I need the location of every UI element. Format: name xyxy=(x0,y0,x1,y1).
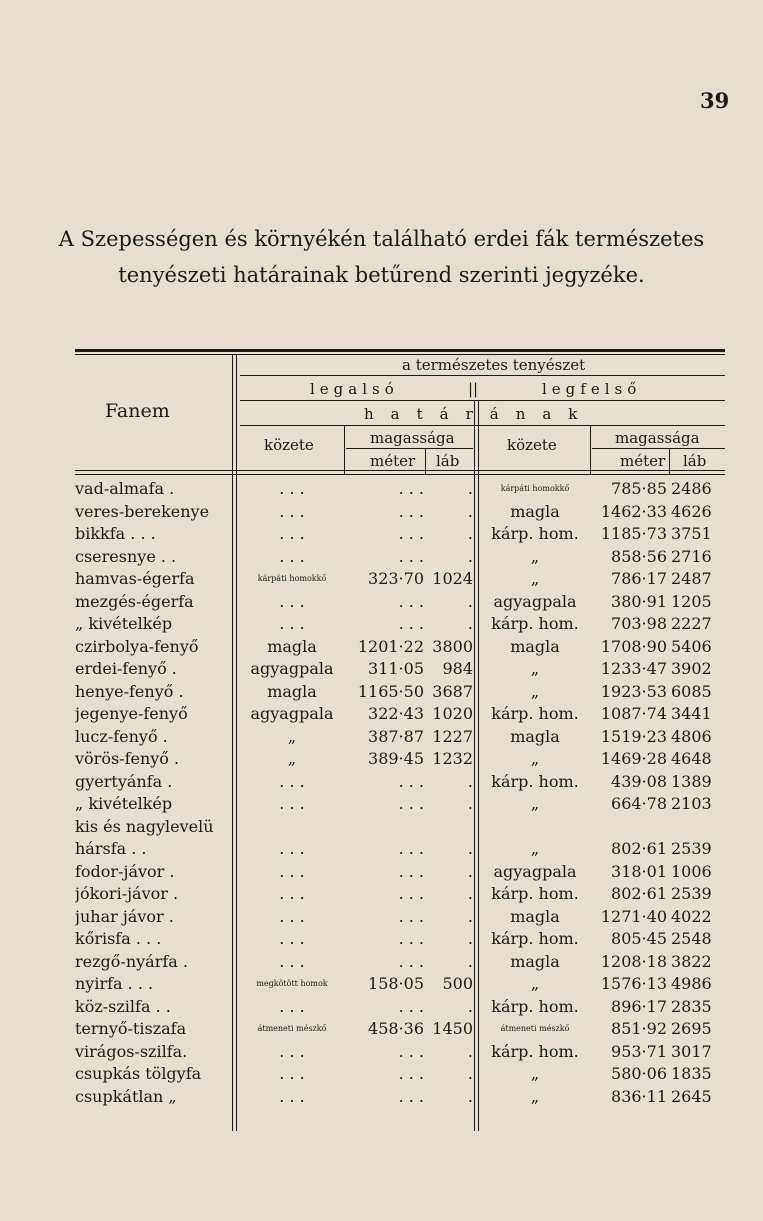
table-row xyxy=(0,1086,763,1109)
cell-m-low: 389·45 xyxy=(368,749,424,768)
cell-soil-low: . . . xyxy=(279,861,305,881)
table-row xyxy=(0,973,763,996)
cell-soil-low: . . . xyxy=(279,614,305,633)
cell-soil-high: kárp. hom. xyxy=(491,996,579,1016)
table-row xyxy=(0,771,763,794)
cell-name: csupkás tölgyfa xyxy=(75,1064,202,1083)
table-row xyxy=(0,838,763,861)
cell-m-high: 851·92 xyxy=(611,1019,667,1038)
table-row xyxy=(0,951,763,974)
cell-m-low: 387·87 xyxy=(368,726,424,746)
cell-ft-low: . xyxy=(467,524,473,543)
cell-ft-low: 1450 xyxy=(432,1019,473,1038)
header-upper: legfelső xyxy=(542,380,642,398)
cell-m-high: 896·17 xyxy=(611,996,667,1016)
cell-name: kőrisfa . . . xyxy=(75,929,162,948)
height-subrule-high xyxy=(592,448,725,449)
cell-m-high: 953·71 xyxy=(611,1041,667,1061)
cell-m-low: . . . xyxy=(398,591,424,611)
cell-ft-high: 6085 xyxy=(671,681,712,701)
header-height-high: magassága xyxy=(615,429,700,447)
cell-m-low: . . . xyxy=(398,614,424,633)
table-row xyxy=(0,591,763,614)
cell-ft-high: 1205 xyxy=(671,591,712,611)
cell-name: bikkfa . . . xyxy=(75,524,156,543)
cell-name: henye-fenyő . xyxy=(75,681,184,701)
cell-ft-high: 2716 xyxy=(671,546,712,566)
cell-name: „ kivételkép xyxy=(75,614,173,633)
cell-ft-low: 1227 xyxy=(432,726,473,746)
cell-soil-high: kárp. hom. xyxy=(491,929,579,948)
table-row xyxy=(0,681,763,704)
cell-name: vad-almafa . xyxy=(75,479,175,498)
cell-name: jegenye-fenyő xyxy=(75,704,188,723)
cell-soil-high: kárpáti homokkő xyxy=(500,484,570,493)
cell-m-high: 1233·47 xyxy=(600,659,667,678)
cell-m-high: 1087·74 xyxy=(600,704,667,723)
cell-m-high: 318·01 xyxy=(611,861,667,881)
cell-soil-high: kárp. hom. xyxy=(491,884,579,903)
cell-ft-low: 3800 xyxy=(432,636,473,656)
cell-soil-low: . . . xyxy=(279,951,305,971)
cell-soil-high: agyagpala xyxy=(493,861,577,881)
cell-ft-high: 2486 xyxy=(671,479,712,498)
cell-m-high: 1469·28 xyxy=(600,749,667,768)
cell-soil-low: . . . xyxy=(279,906,305,926)
cell-ft-low: . xyxy=(467,591,473,611)
cell-name: virágos-szilfa. xyxy=(75,1041,188,1061)
cell-m-low: . . . xyxy=(398,1086,424,1106)
cell-soil-low: . . . xyxy=(279,591,305,611)
cell-m-low: . . . xyxy=(398,996,424,1016)
cell-soil-high: kárp. hom. xyxy=(491,614,579,633)
cell-ft-high: 4986 xyxy=(671,974,712,993)
cell-soil-high: „ xyxy=(530,839,540,858)
cell-name: vörös-fenyő . xyxy=(75,749,180,768)
cell-ft-high: 3441 xyxy=(671,704,712,723)
cell-soil-low: . . . xyxy=(279,479,305,498)
cell-ft-low: . xyxy=(467,771,473,791)
table-row xyxy=(0,546,763,569)
cell-name: cseresnye . . xyxy=(75,546,177,566)
cell-ft-low: . xyxy=(467,614,473,633)
cell-soil-low: „ xyxy=(287,726,297,746)
cell-soil-high: „ xyxy=(530,681,540,701)
cell-m-high: 580·06 xyxy=(611,1064,667,1083)
cell-ft-low: . xyxy=(467,794,473,813)
cell-ft-high: 2487 xyxy=(671,569,712,588)
table-top-rule-thin xyxy=(75,354,725,355)
cell-soil-low: . . . xyxy=(279,996,305,1016)
cell-ft-low: . xyxy=(467,839,473,858)
col-rule-soil-low xyxy=(344,425,345,475)
cell-m-low: . . . xyxy=(398,1041,424,1061)
cell-m-high: 380·91 xyxy=(611,591,667,611)
table-row xyxy=(0,726,763,749)
cell-name: köz-szilfa . . xyxy=(75,996,171,1016)
cell-name: czirbolya-fenyő xyxy=(75,636,199,656)
cell-name: csupkátlan „ xyxy=(75,1086,177,1106)
cell-ft-high: 2835 xyxy=(671,996,712,1016)
cell-ft-low: . xyxy=(467,479,473,498)
cell-ft-high: 1389 xyxy=(671,771,712,791)
cell-soil-low: magla xyxy=(267,681,317,701)
cell-soil-low: . . . xyxy=(279,524,305,543)
cell-name: mezgés-égerfa xyxy=(75,591,194,611)
cell-soil-low: . . . xyxy=(279,884,305,903)
header-meter-high: méter xyxy=(620,452,666,470)
cell-soil-high: kárp. hom. xyxy=(491,771,579,791)
cell-m-high: 786·17 xyxy=(611,569,667,588)
cell-m-low: . . . xyxy=(398,1064,424,1083)
cell-m-low: . . . xyxy=(398,906,424,926)
cell-soil-high: „ xyxy=(530,659,540,678)
cell-m-high: 1271·40 xyxy=(600,906,667,926)
cell-ft-high: 4648 xyxy=(671,749,712,768)
cell-name: fodor-jávor . xyxy=(75,861,175,881)
table-row xyxy=(0,1063,763,1086)
cell-soil-high: magla xyxy=(510,951,560,971)
cell-m-high: 1576·13 xyxy=(600,974,667,993)
table-row xyxy=(0,861,763,884)
cell-m-high: 1708·90 xyxy=(600,636,667,656)
table-row xyxy=(0,793,763,816)
col-rule-soil-high xyxy=(590,425,591,475)
cell-m-low: 1165·50 xyxy=(357,681,424,701)
cell-soil-high: magla xyxy=(510,636,560,656)
cell-soil-high: magla xyxy=(510,501,560,521)
table-row xyxy=(0,658,763,681)
cell-ft-high: 2539 xyxy=(671,884,712,903)
table-row xyxy=(0,703,763,726)
cell-soil-high: „ xyxy=(530,749,540,768)
cell-soil-low: . . . xyxy=(279,771,305,791)
header-foot-low: láb xyxy=(436,452,460,470)
cell-m-high: 1519·23 xyxy=(600,726,667,746)
cell-m-low: 311·05 xyxy=(368,659,424,678)
table-row xyxy=(0,1018,763,1041)
cell-ft-low: 1232 xyxy=(432,749,473,768)
cell-soil-low: átmeneti mészkő xyxy=(257,1024,327,1033)
cell-soil-high: „ xyxy=(530,1086,540,1106)
cell-m-high: 785·85 xyxy=(611,479,667,498)
header-divider-2 xyxy=(240,400,725,401)
cell-soil-low: agyagpala xyxy=(250,704,334,723)
cell-m-low: 323·70 xyxy=(368,569,424,588)
cell-ft-low: 984 xyxy=(442,659,473,678)
cell-name: erdei-fenyő . xyxy=(75,659,177,678)
cell-m-high: 805·45 xyxy=(611,929,667,948)
header-fanem: Fanem xyxy=(105,400,170,422)
cell-m-low: . . . xyxy=(398,546,424,566)
cell-name: kis és nagylevelü xyxy=(75,816,214,836)
cell-m-low: . . . xyxy=(398,929,424,948)
cell-soil-low: . . . xyxy=(279,501,305,521)
cell-m-low: . . . xyxy=(398,524,424,543)
cell-m-low: . . . xyxy=(398,839,424,858)
cell-m-low: . . . xyxy=(398,861,424,881)
cell-m-high: 439·08 xyxy=(611,771,667,791)
header-bottom-rule xyxy=(75,470,725,471)
title-line-1: A Szepességen és környékén található erdei fák természetes xyxy=(58,227,705,251)
cell-m-high: 858·56 xyxy=(611,546,667,566)
cell-ft-high: 2695 xyxy=(671,1019,712,1038)
cell-name: jókori-jávor . xyxy=(75,884,179,903)
cell-name: gyertyánfa . xyxy=(75,771,173,791)
cell-m-high: 836·11 xyxy=(611,1086,667,1106)
cell-ft-high: 3751 xyxy=(671,524,712,543)
cell-ft-low: 1020 xyxy=(432,704,473,723)
cell-soil-low: magla xyxy=(267,636,317,656)
cell-ft-low: . xyxy=(467,1064,473,1083)
cell-name: hársfa . . xyxy=(75,839,147,858)
cell-soil-high: magla xyxy=(510,726,560,746)
cell-m-high: 1208·18 xyxy=(600,951,667,971)
header-meter-low: méter xyxy=(370,452,416,470)
cell-name: rezgő-nyárfa . xyxy=(75,951,188,971)
cell-ft-low: . xyxy=(467,929,473,948)
cell-name: „ kivételkép xyxy=(75,794,173,813)
cell-m-high: 1185·73 xyxy=(600,524,667,543)
cell-m-low: 322·43 xyxy=(368,704,424,723)
header-bottom-rule-2 xyxy=(75,474,725,475)
header-foot-high: láb xyxy=(683,452,707,470)
cell-soil-low: . . . xyxy=(279,1041,305,1061)
cell-m-low: 158·05 xyxy=(368,974,424,993)
cell-ft-high: 5406 xyxy=(671,636,712,656)
title-line-2: tenyészeti határainak betűrend szerinti jegyzéke. xyxy=(118,263,645,287)
cell-ft-high: 2548 xyxy=(671,929,712,948)
cell-soil-high: átmeneti mészkő xyxy=(500,1024,570,1033)
table-row xyxy=(0,478,763,501)
cell-m-high: 802·61 xyxy=(611,884,667,903)
table-row xyxy=(0,816,763,839)
cell-m-low: . . . xyxy=(398,479,424,498)
cell-ft-low: . xyxy=(467,906,473,926)
cell-m-high: 1923·53 xyxy=(600,681,667,701)
cell-m-high: 703·98 xyxy=(611,614,667,633)
cell-ft-low: 1024 xyxy=(432,569,473,588)
cell-soil-low: . . . xyxy=(279,794,305,813)
cell-soil-high: „ xyxy=(530,569,540,588)
cell-m-low: 458·36 xyxy=(368,1019,424,1038)
cell-soil-high: „ xyxy=(530,974,540,993)
table-row xyxy=(0,748,763,771)
cell-m-low: . . . xyxy=(398,771,424,791)
cell-ft-high: 2103 xyxy=(671,794,712,813)
cell-ft-high: 1835 xyxy=(671,1064,712,1083)
cell-name: nyirfa . . . xyxy=(75,974,154,993)
cell-name: juhar jávor . xyxy=(75,906,174,926)
cell-ft-low: . xyxy=(467,996,473,1016)
cell-ft-high: 4022 xyxy=(671,906,712,926)
cell-soil-low: . . . xyxy=(279,1064,305,1083)
table-row xyxy=(0,613,763,636)
cell-soil-low: . . . xyxy=(279,929,305,948)
cell-ft-high: 1006 xyxy=(671,861,712,881)
header-soil-high: közete xyxy=(507,436,557,454)
table-row xyxy=(0,568,763,591)
cell-m-low: 1201·22 xyxy=(357,636,424,656)
cell-name: hamvas-égerfa xyxy=(75,569,195,588)
cell-soil-low: agyagpala xyxy=(250,659,334,678)
col-rule-meter-high xyxy=(669,448,670,475)
table-row xyxy=(0,996,763,1019)
table-row xyxy=(0,636,763,659)
cell-ft-high: 2227 xyxy=(671,614,712,633)
header-group: a természetes tenyészet xyxy=(402,356,586,374)
cell-ft-low: . xyxy=(467,861,473,881)
table-row xyxy=(0,928,763,951)
cell-m-low: . . . xyxy=(398,794,424,813)
cell-soil-low: . . . xyxy=(279,546,305,566)
cell-soil-low: . . . xyxy=(279,1086,305,1106)
cell-m-high: 802·61 xyxy=(611,839,667,858)
cell-m-high: 664·78 xyxy=(611,794,667,813)
page-number: 39 xyxy=(700,88,730,113)
cell-ft-high: 4806 xyxy=(671,726,712,746)
cell-soil-high: „ xyxy=(530,794,540,813)
cell-ft-low: . xyxy=(467,501,473,521)
col-rule-meter-low xyxy=(425,448,426,475)
cell-ft-low: . xyxy=(467,951,473,971)
cell-ft-low: 3687 xyxy=(432,681,473,701)
header-lower: legalsó xyxy=(310,380,399,398)
cell-ft-high: 4626 xyxy=(671,501,712,521)
cell-name: lucz-fenyő . xyxy=(75,726,168,746)
header-limits: határának xyxy=(364,405,595,423)
cell-ft-low: . xyxy=(467,546,473,566)
cell-soil-high: kárp. hom. xyxy=(491,1041,579,1061)
table-row xyxy=(0,501,763,524)
header-height-low: magassága xyxy=(370,429,455,447)
cell-ft-high: 2539 xyxy=(671,839,712,858)
cell-ft-low: 500 xyxy=(442,974,473,993)
cell-soil-low: . . . xyxy=(279,839,305,858)
table-row xyxy=(0,523,763,546)
cell-soil-high: „ xyxy=(530,1064,540,1083)
header-group-separator: || xyxy=(468,380,479,398)
height-subrule-low xyxy=(346,448,473,449)
cell-m-low: . . . xyxy=(398,501,424,521)
cell-ft-high: 3822 xyxy=(671,951,712,971)
cell-soil-high: kárp. hom. xyxy=(491,704,579,723)
cell-soil-low: „ xyxy=(287,749,297,768)
cell-soil-high: „ xyxy=(530,546,540,566)
cell-ft-high: 2645 xyxy=(671,1086,712,1106)
header-divider-3 xyxy=(240,425,725,426)
cell-soil-high: magla xyxy=(510,906,560,926)
cell-name: ternyő-tiszafa xyxy=(75,1019,187,1038)
cell-ft-high: 3017 xyxy=(671,1041,712,1061)
cell-ft-low: . xyxy=(467,1041,473,1061)
cell-m-high: 1462·33 xyxy=(600,501,667,521)
cell-soil-low: kárpáti homokkő xyxy=(257,574,327,583)
cell-name: veres-berekenye xyxy=(75,501,210,521)
cell-soil-high: kárp. hom. xyxy=(491,524,579,543)
cell-m-low: . . . xyxy=(398,884,424,903)
table-row xyxy=(0,906,763,929)
cell-soil-high: agyagpala xyxy=(493,591,577,611)
table-row xyxy=(0,883,763,906)
header-soil-low: közete xyxy=(264,436,314,454)
cell-ft-low: . xyxy=(467,884,473,903)
cell-m-low: . . . xyxy=(398,951,424,971)
table-top-rule xyxy=(75,349,725,352)
page-title xyxy=(0,221,763,293)
cell-soil-low: megkötött homok xyxy=(256,979,328,988)
header-divider-1 xyxy=(240,375,725,376)
table-row xyxy=(0,1041,763,1064)
cell-ft-low: . xyxy=(467,1086,473,1106)
cell-ft-high: 3902 xyxy=(671,659,712,678)
